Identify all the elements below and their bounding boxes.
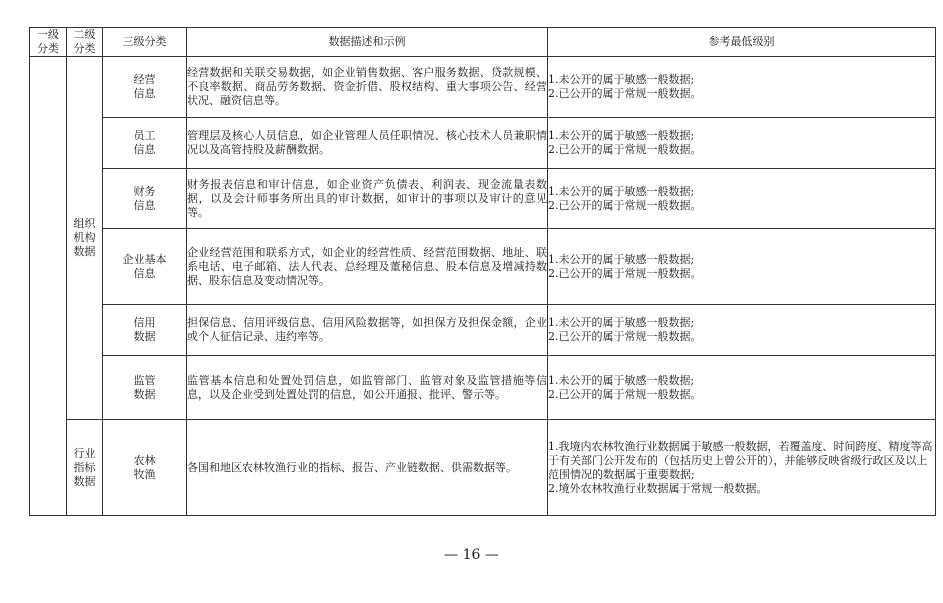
description-cell: 各国和地区农林牧渔行业的指标、报告、产业链数据、供需数据等。 <box>187 420 548 516</box>
level3-cell: 农林 牧渔 <box>103 420 187 516</box>
level3-cell: 企业基本 信息 <box>103 229 187 305</box>
table-header-row <box>30 28 936 57</box>
table-row <box>30 305 936 356</box>
header-level1: 一级 分类 <box>30 28 67 57</box>
description-cell: 财务报表信息和审计信息，如企业资产负债表、利润表、现金流量表数据，以及会计师事务所出具的审计数据，如审计的事项以及审计的意见等。 <box>187 169 548 229</box>
reference-cell: 1.未公开的属于敏感一般数据; 2.已公开的属于常规一般数据。 <box>548 356 936 420</box>
data-classification-table <box>29 27 936 516</box>
table-row <box>30 229 936 305</box>
table-row <box>30 57 936 118</box>
description-cell: 监管基本信息和处置处罚信息，如监管部门、监管对象及监管措施等信息，以及企业受到处置处罚的信息，如公开通报、批评、警示等。 <box>187 356 548 420</box>
table-row <box>30 169 936 229</box>
table-row <box>30 356 936 420</box>
reference-cell: 1.未公开的属于敏感一般数据; 2.已公开的属于常规一般数据。 <box>548 118 936 169</box>
reference-cell: 1.未公开的属于敏感一般数据; 2.已公开的属于常规一般数据。 <box>548 305 936 356</box>
reference-cell: 1.未公开的属于敏感一般数据; 2.已公开的属于常规一般数据。 <box>548 229 936 305</box>
description-cell: 担保信息、信用评级信息、信用风险数据等，如担保方及担保金额，企业或个人征信记录、违约率等。 <box>187 305 548 356</box>
page-number: — 16 — <box>444 547 499 563</box>
level2-cell: 组织 机构 数据 <box>67 57 103 420</box>
table-row <box>30 118 936 169</box>
description-cell: 管理层及核心人员信息，如企业管理人员任职情况、核心技术人员兼职情况以及高管持股及薪酬数据。 <box>187 118 548 169</box>
reference-cell: 1.未公开的属于敏感一般数据; 2.已公开的属于常规一般数据。 <box>548 169 936 229</box>
header-description: 数据描述和示例 <box>187 28 548 57</box>
level3-cell: 信用 数据 <box>103 305 187 356</box>
level3-cell: 监管 数据 <box>103 356 187 420</box>
header-reference: 参考最低级别 <box>548 28 936 57</box>
description-cell: 企业经营范围和联系方式，如企业的经营性质、经营范围数据、地址、联系电话、电子邮箱、法人代表、总经理及董秘信息、股本信息及增减持数据、股东信息及变动情况等。 <box>187 229 548 305</box>
header-level2: 二级 分类 <box>67 28 103 57</box>
level3-cell: 经营 信息 <box>103 57 187 118</box>
table-row <box>30 420 936 516</box>
description-cell: 经营数据和关联交易数据，如企业销售数据、客户服务数据、贷款规模、不良率数据、商品劳务数据、资金折借、股权结构、重大事项公告、经营状况、融资信息等。 <box>187 57 548 118</box>
level3-cell: 财务 信息 <box>103 169 187 229</box>
header-level3: 三级分类 <box>103 28 187 57</box>
level3-cell: 员工 信息 <box>103 118 187 169</box>
level1-cell <box>30 57 67 516</box>
reference-cell: 1.未公开的属于敏感一般数据; 2.已公开的属于常规一般数据。 <box>548 57 936 118</box>
reference-cell: 1.我境内农林牧渔行业数据属于敏感一般数据，若覆盖度、时间跨度、精度等高于有关部门公开发布的（包括历史上曾公开的），并能够反映省级行政区及以上范围情况的数据属于重要数据; 2.境外农林牧渔行业数据属于常规一般数据。 <box>548 420 936 516</box>
level2-cell: 行业 指标 数据 <box>67 420 103 516</box>
